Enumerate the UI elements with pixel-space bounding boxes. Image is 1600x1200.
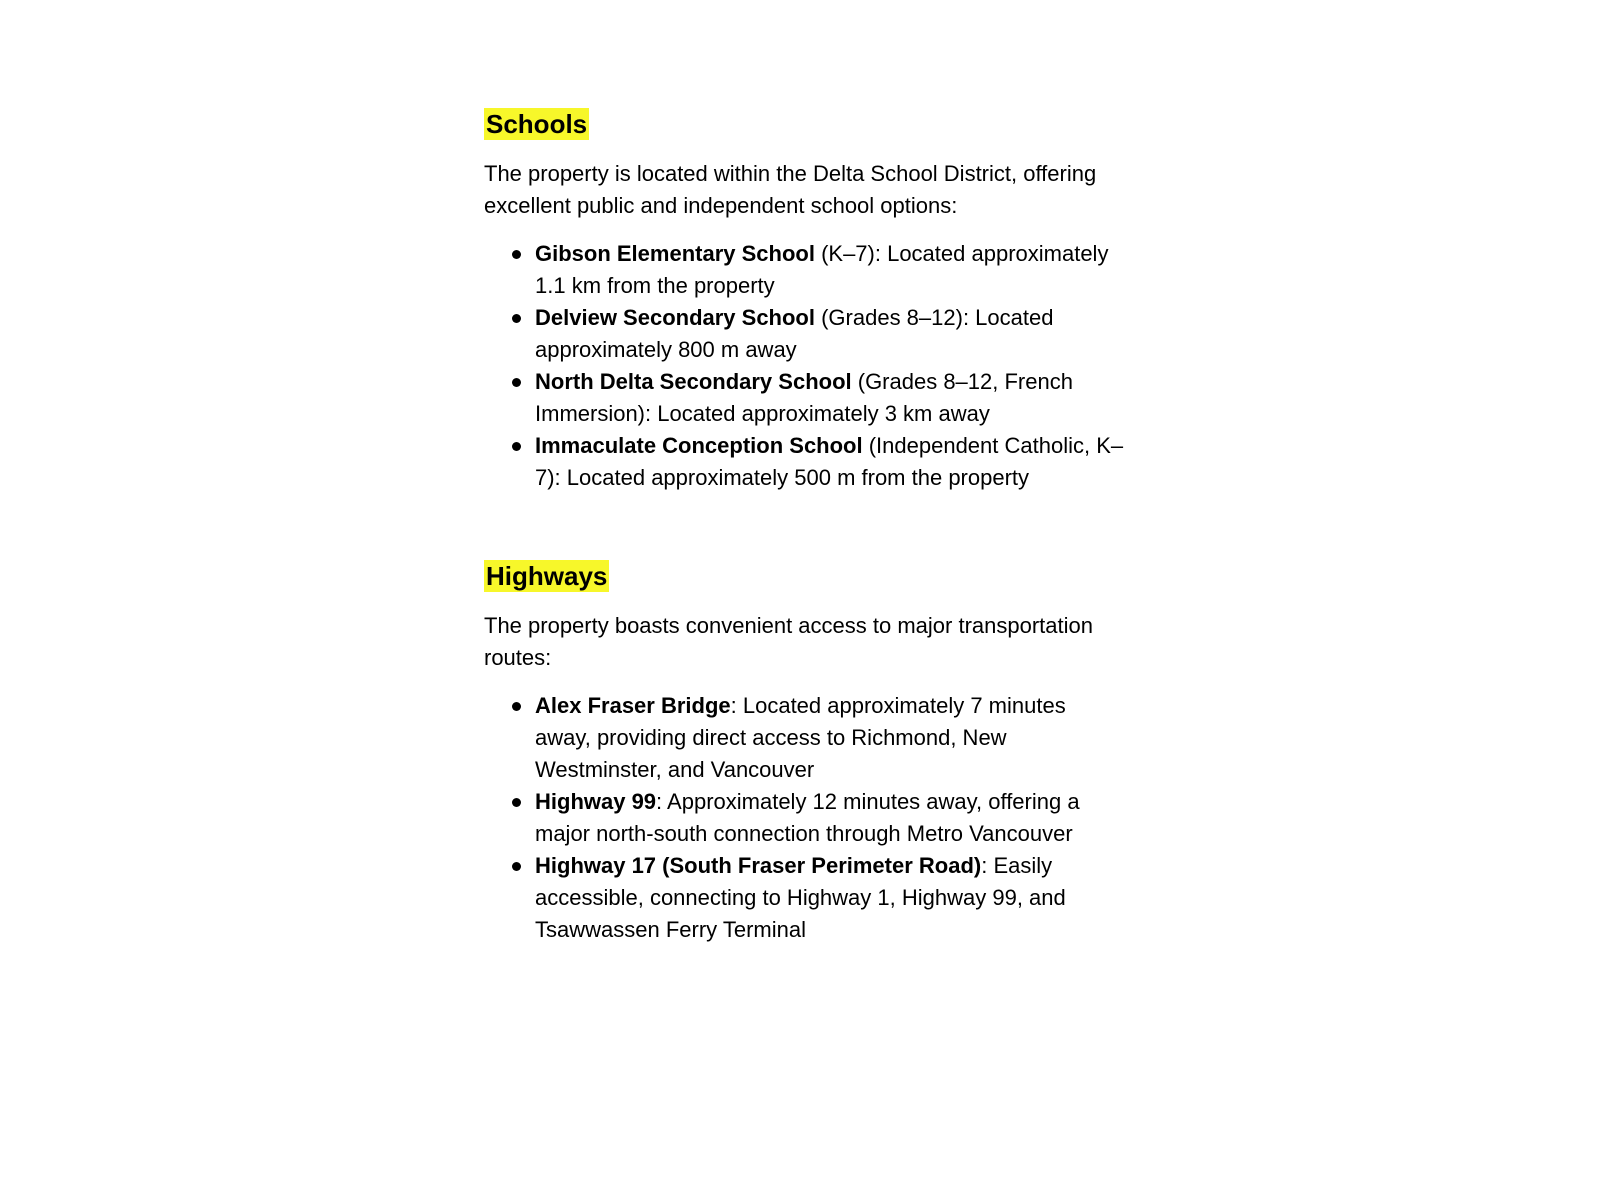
item-detail: : Approximately 12 minutes away, offering a major north-south connection through Metro Vancouver — [535, 789, 1080, 846]
schools-list — [484, 238, 1124, 494]
item-name: North Delta Secondary School — [535, 369, 852, 394]
section-heading-schools: Schools — [486, 109, 588, 139]
list-item — [484, 690, 1124, 786]
item-name: Immaculate Conception School — [535, 433, 863, 458]
item-name: Gibson Elementary School — [535, 241, 815, 266]
item-detail: (K–7): Located approximately 1.1 km from the property — [535, 241, 1109, 298]
item-detail: (Grades 8–12, French Immersion): Located approximately 3 km away — [535, 369, 1073, 426]
item-detail: : Easily accessible, connecting to Highway 1, Highway 99, and Tsawwassen Ferry Terminal — [535, 853, 1066, 942]
bullet-icon — [512, 862, 521, 871]
document-page — [484, 108, 1124, 946]
highways-intro: The property boasts convenient access to major transportation routes: — [484, 613, 1093, 670]
schools-intro: The property is located within the Delta School District, offering excellent public and independent school options: — [484, 161, 1097, 218]
item-detail: (Grades 8–12): Located approximately 800 m away — [535, 305, 1054, 362]
schools-section — [484, 108, 1124, 494]
item-name: Highway 17 (South Fraser Perimeter Road) — [535, 853, 982, 878]
item-detail: (Independent Catholic, K–7): Located approximately 500 m from the property — [535, 433, 1124, 490]
list-item — [484, 430, 1124, 494]
bullet-icon — [512, 702, 521, 711]
list-item — [484, 366, 1124, 430]
section-heading-highways: Highways — [486, 561, 608, 591]
list-item — [484, 238, 1124, 302]
bullet-icon — [512, 250, 521, 259]
list-item — [484, 850, 1124, 946]
list-item — [484, 786, 1124, 850]
bullet-icon — [512, 798, 521, 807]
bullet-icon — [512, 314, 521, 323]
bullet-icon — [512, 442, 521, 451]
bullet-icon — [512, 378, 521, 387]
item-detail: : Located approximately 7 minutes away, providing direct access to Richmond, New Westminster, and Vancouver — [535, 693, 1066, 782]
item-name: Alex Fraser Bridge — [535, 693, 731, 718]
highways-list — [484, 690, 1124, 946]
highways-section — [484, 560, 1124, 946]
list-item — [484, 302, 1124, 366]
item-name: Delview Secondary School — [535, 305, 815, 330]
item-name: Highway 99 — [535, 789, 657, 814]
